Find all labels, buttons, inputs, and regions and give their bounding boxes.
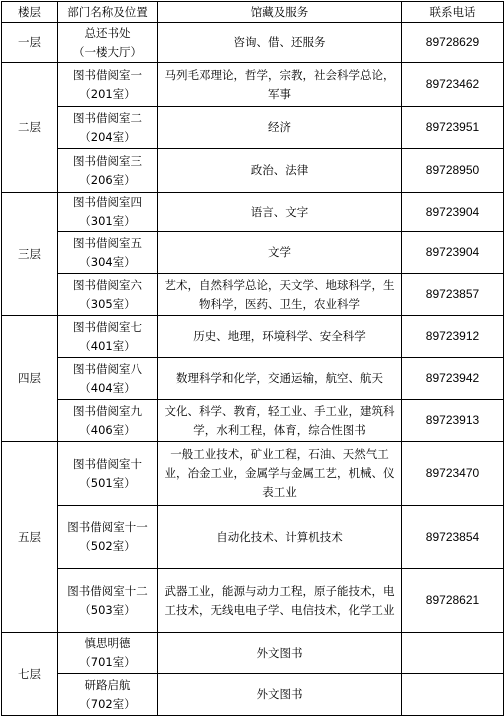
dept-name: 图书借阅室九 [73, 403, 142, 418]
library-directory-table [1, 1, 504, 716]
services-cell: 历史、地理，环境科学、安全科学 [158, 316, 402, 358]
table-row [2, 633, 504, 674]
dept-cell [58, 633, 158, 674]
services-cell: 自动化技术、计算机技术 [158, 506, 402, 569]
floor-cell: 四层 [2, 316, 58, 442]
table-row [2, 23, 504, 63]
floor-cell: 二层 [2, 63, 58, 193]
header-services: 馆藏及服务 [158, 2, 402, 23]
services-cell: 经济 [158, 107, 402, 149]
dept-name: 图书借阅室七 [73, 319, 142, 334]
dept-name: 图书借阅室一 [73, 67, 142, 82]
phone-cell: 89723857 [402, 274, 504, 316]
table-row [2, 149, 504, 193]
phone-cell: 89723470 [402, 442, 504, 506]
dept-name: 图书借阅室五 [73, 235, 142, 250]
dept-cell [58, 316, 158, 358]
dept-cell [58, 149, 158, 193]
dept-location: （305室） [79, 296, 136, 311]
dept-location: （304室） [79, 254, 136, 269]
phone-cell: 89723462 [402, 63, 504, 107]
table-row [2, 63, 504, 107]
services-cell: 文化、科学、教育，轻工业、手工业，建筑科学，水利工程，体育，综合性图书 [158, 400, 402, 442]
phone-cell: 89723854 [402, 506, 504, 569]
dept-name: 慎思明德 [84, 636, 131, 650]
table-row [2, 400, 504, 442]
dept-name: 图书借阅室三 [73, 153, 142, 168]
dept-cell [58, 442, 158, 506]
phone-cell: 89728629 [402, 23, 504, 63]
services-cell: 文学 [158, 232, 402, 274]
dept-location: （404室） [79, 380, 136, 395]
dept-location: （503室） [79, 602, 136, 617]
dept-cell [58, 107, 158, 149]
dept-cell [58, 506, 158, 569]
dept-location: （401室） [79, 338, 136, 353]
phone-cell: 89723951 [402, 107, 504, 149]
floor-cell: 五层 [2, 442, 58, 633]
dept-location: （206室） [79, 172, 136, 187]
dept-name: 图书借阅室十 [73, 456, 142, 471]
header-row [2, 2, 504, 23]
dept-location: （406室） [79, 422, 136, 437]
services-cell: 外文图书 [158, 674, 402, 716]
dept-cell [58, 400, 158, 442]
phone-cell: 89728621 [402, 569, 504, 633]
dept-cell [58, 274, 158, 316]
services-cell: 咨询、借、还服务 [158, 23, 402, 63]
floor-cell: 一层 [2, 23, 58, 63]
phone-cell: 89723942 [402, 358, 504, 400]
services-cell: 一般工业技术，矿业工程，石油、天然气工业，冶金工业，金属学与金属工艺，机械、仪表工业 [158, 442, 402, 506]
table-row [2, 232, 504, 274]
header-phone: 联系电话 [402, 2, 504, 23]
table-row [2, 442, 504, 506]
dept-name: 图书借阅室四 [73, 195, 142, 209]
table-row [2, 274, 504, 316]
dept-name: 图书借阅室十一 [67, 520, 148, 534]
dept-name: 图书借阅室二 [73, 110, 142, 125]
dept-name: 图书借阅室八 [73, 361, 142, 376]
dept-name: 图书借阅室六 [73, 277, 142, 292]
table-row [2, 569, 504, 633]
services-cell: 政治、法律 [158, 149, 402, 193]
phone-cell: 89723912 [402, 316, 504, 358]
table-row [2, 107, 504, 149]
table-row [2, 506, 504, 569]
phone-cell [402, 674, 504, 716]
table-row [2, 358, 504, 400]
phone-cell: 89723904 [402, 232, 504, 274]
header-dept: 部门名称及位置 [58, 2, 158, 23]
dept-name: 图书借阅室十二 [67, 583, 148, 598]
dept-cell [58, 569, 158, 633]
services-cell: 语言、文字 [158, 193, 402, 232]
dept-name: 研路启航 [84, 677, 131, 692]
dept-location: （702室） [79, 696, 136, 711]
phone-cell: 89728950 [402, 149, 504, 193]
dept-location: （201室） [79, 86, 136, 101]
dept-cell [58, 674, 158, 716]
dept-location: （204室） [79, 129, 136, 144]
services-cell: 武器工业，能源与动力工程，原子能技术，电工技术，无线电电子学、电信技术，化学工业 [158, 569, 402, 633]
dept-cell [58, 232, 158, 274]
table-row [2, 193, 504, 232]
services-cell: 艺术，自然科学总论，天文学、地球科学，生物科学，医药、卫生，农业科学 [158, 274, 402, 316]
phone-cell [402, 633, 504, 674]
floor-cell: 三层 [2, 193, 58, 316]
header-floor: 楼层 [2, 2, 58, 23]
phone-cell: 89723913 [402, 400, 504, 442]
dept-cell [58, 63, 158, 107]
services-cell: 外文图书 [158, 633, 402, 674]
dept-location: （301室） [79, 214, 136, 228]
table-row [2, 316, 504, 358]
dept-cell [58, 193, 158, 232]
services-cell: 马列毛邓理论，哲学，宗教，社会科学总论，军事 [158, 63, 402, 107]
floor-cell: 七层 [2, 633, 58, 716]
phone-cell: 89723904 [402, 193, 504, 232]
dept-name: 总还书处 [84, 25, 131, 40]
dept-cell [58, 358, 158, 400]
services-cell: 数理科学和化学，交通运输，航空、航天 [158, 358, 402, 400]
dept-location: （一楼大厅） [73, 44, 142, 59]
table-row [2, 674, 504, 716]
dept-cell [58, 23, 158, 63]
dept-location: （501室） [79, 475, 136, 490]
dept-location: （502室） [79, 539, 136, 553]
dept-location: （701室） [79, 655, 136, 669]
